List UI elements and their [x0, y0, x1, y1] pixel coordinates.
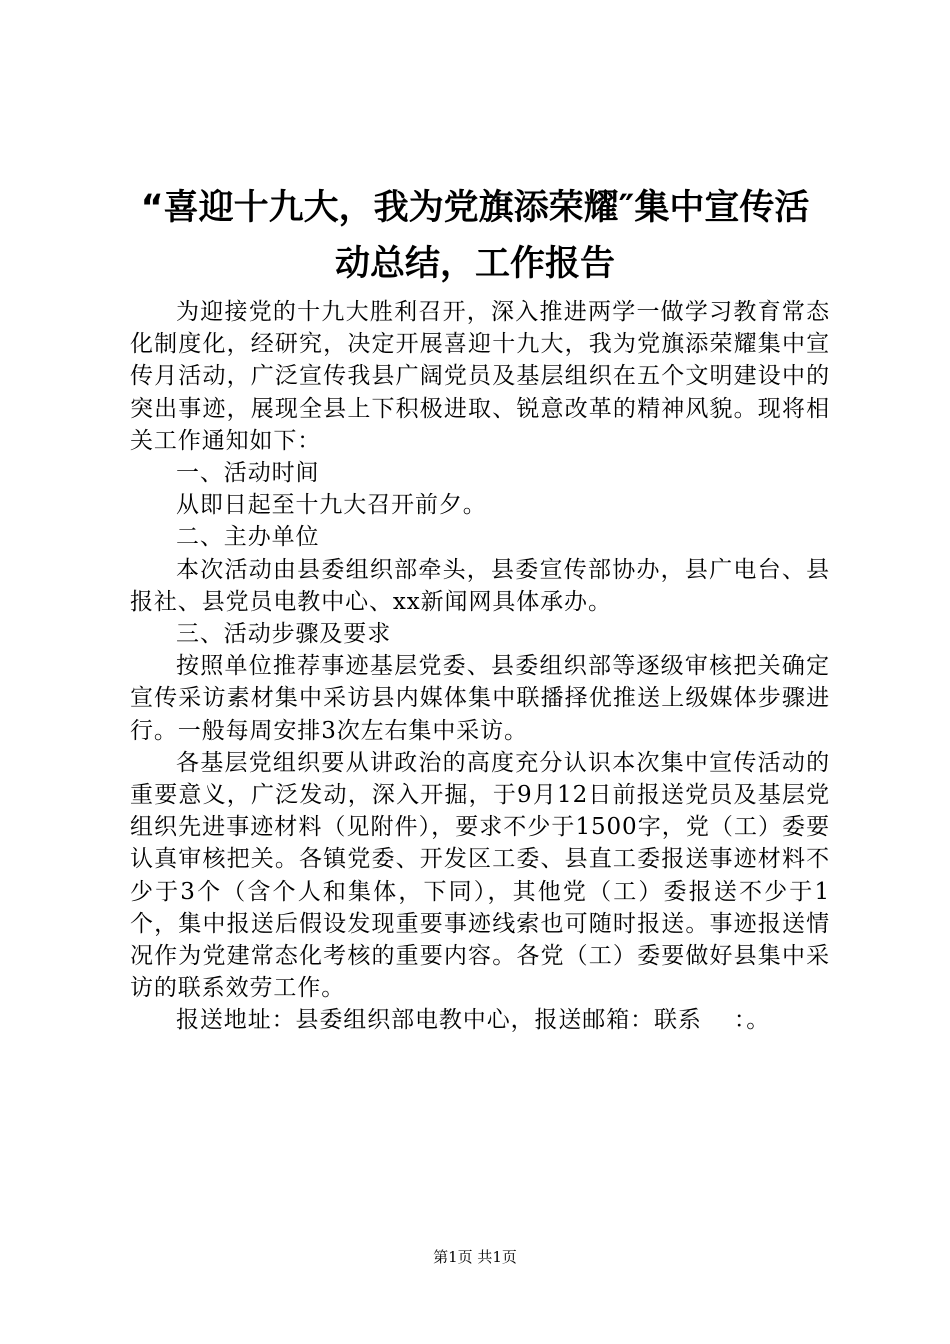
section-heading-organizer: 二、主办单位: [176, 524, 320, 551]
time-paragraph: 从即日起至十九大召开前夕。: [176, 492, 487, 519]
page-footer: 第1页 共1页: [433, 1248, 517, 1266]
intro-paragraph: 为迎接党的十九大胜利召开，深入推进两学一做学习教育常态化制度化，经研究，决定开展喜迎十九大，我为党旗添荣耀集中宣传月活动，广泛宣传我县广阔党员及基层组织在五个文明建设中的突出事迹，展现全县上下积极进取、锐意改革的精神风貌。现将相关工作通知如下：: [130, 299, 830, 454]
requirements-paragraph: 各基层党组织要从讲政治的高度充分认识本次集中宣传活动的重要意义，广泛发动，深入开掘，于9月12日前报送党员及基层党组织先进事迹材料（见附件），要求不少于1500字，党（工）委要认真审核把关。各镇党委、开发区工委、县直工委报送事迹材料不少于3个（含个人和集体，下同），其他党（工）委报送不少于1个，集中报送后假设发现重要事迹线索也可随时报送。事迹报送情况作为党建常态化考核的重要内容。各党（工）委要做好县集中采访的联系效劳工作。: [130, 749, 830, 1002]
section-heading-time: 一、活动时间: [176, 460, 320, 487]
organizer-paragraph: 本次活动由县委组织部牵头，县委宣传部协办，县广电台、县报社、县党员电教中心、xx新闻网具体承办。: [130, 556, 830, 615]
section-heading-steps: 三、活动步骤及要求: [176, 621, 392, 648]
document-body: [130, 296, 830, 1037]
document-title-line-2: 动总结，工作报告: [334, 244, 615, 284]
address-paragraph: 报送地址：县委组织部电教中心，报送邮箱：联系 ：。: [176, 1007, 771, 1034]
document-title-line-1: “喜迎十九大，我为党旗添荣耀″集中宣传活: [140, 188, 810, 228]
steps-paragraph: 按照单位推荐事迹基层党委、县委组织部等逐级审核把关确定宣传采访素材集中采访县内媒体集中联播择优推送上级媒体步骤进行。一般每周安排3次左右集中采访。: [130, 653, 830, 744]
